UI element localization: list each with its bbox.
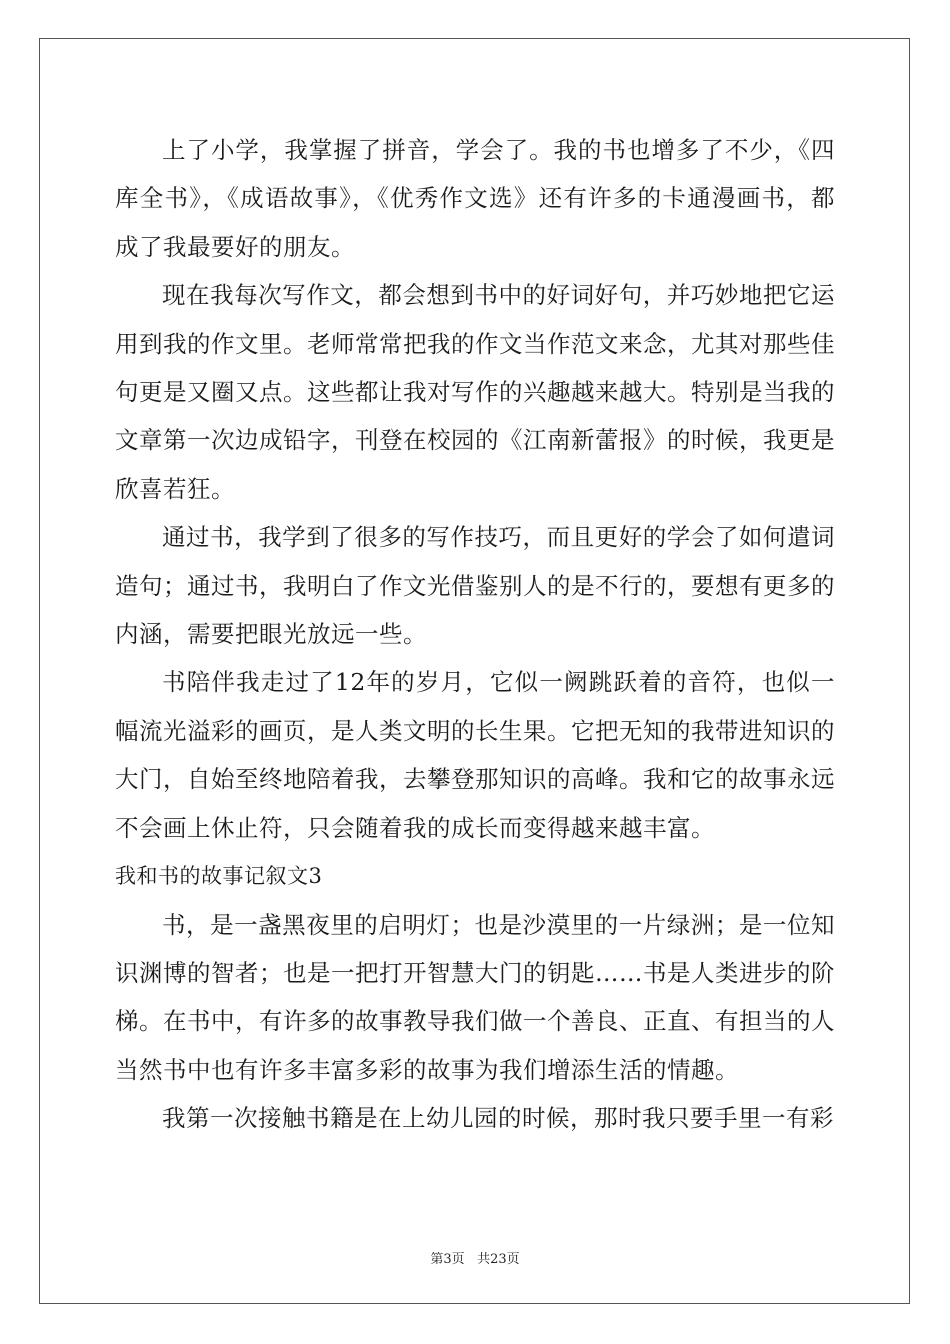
paragraph: 通过书，我学到了很多的写作技巧，而且更好的学会了如何遣词造句；通过书，我明白了作文光借鉴别人的是不行的，要想有更多的内涵，需要把眼光放远一些。 (115, 523, 835, 649)
paragraph: 现在我每次写作文，都会想到书中的好词好句，并巧妙地把它运用到我的作文里。老师常常把我的作文当作范文来念，尤其对那些佳句更是又圈又点。这些都让我对写作的兴趣越来越大。特别是当我的文章第一次边成铅字，刊登在校园的《江南新蕾报》的时候，我更是欣喜若狂。 (115, 281, 835, 503)
paragraph: 书，是一盏黑夜里的启明灯；也是沙漠里的一片绿洲；是一位知识渊博的智者；也是一把打开智慧大门的钥匙……书是人类进步的阶梯。在书中，有许多的故事教导我们做一个善良、正直、有担当的人当然书中也有许多丰富多彩的故事为我们增添生活的情趣。 (115, 910, 835, 1084)
paragraph: 我第一次接触书籍是在上幼儿园的时候，那时我只要手里一有彩 (162, 1104, 834, 1133)
page-footer (0, 1248, 950, 1267)
paragraph: 书陪伴我走过了12年的岁月，它似一阙跳跃着的音符，也似一幅流光溢彩的画页，是人类文明的长生果。它把无知的我带进知识的大门，自始至终地陪着我，去攀登那知识的高峰。我和它的故事永远不会画上休止符，只会随着我的成长而变得越来越丰富。 (115, 668, 835, 842)
paragraph: 上了小学，我掌握了拼音，学会了。我的书也增多了不少，《四库全书》，《成语故事》，《优秀作文选》还有许多的卡通漫画书，都成了我最要好的朋友。 (115, 136, 835, 261)
page-total: 共23页 (477, 1252, 520, 1267)
section-heading: 我和书的故事记叙文3 (115, 864, 323, 889)
page-number: 第3页 (430, 1252, 465, 1267)
document-body (115, 126, 835, 1143)
